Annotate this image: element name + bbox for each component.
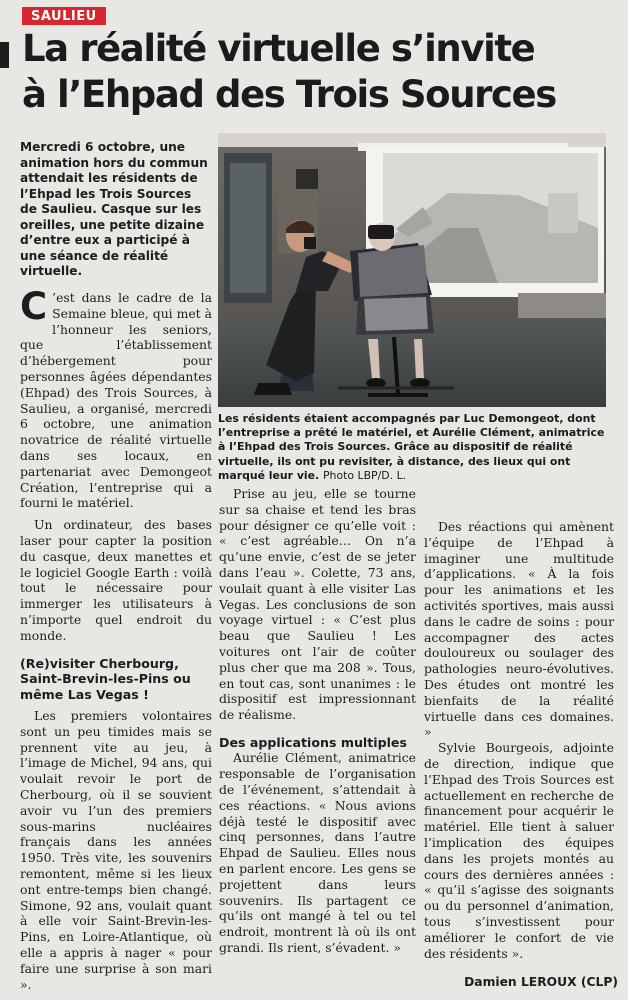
author-signature: Damien LEROUX (CLP) (464, 975, 618, 989)
column-3 (424, 486, 614, 961)
paragraph-6: Des réactions qui amènent l’équipe de l’Ehpad à imaginer une multitude d’applications. « À la fois pour les animations et les activités sportives, mais aussi dans le cadre de soins : pour accompagner des actes douloureux ou soulager des pathologies neuro-évolutives. Des études ont montré les bienfaits de la réalité virtuelle dans ces domaines. » (424, 519, 614, 740)
article-photo (218, 133, 606, 407)
paragraph-1 (20, 285, 212, 511)
photo-caption (218, 412, 610, 483)
paragraph-2: Un ordinateur, des bases laser pour capter la position du casque, deux manettes et le logiciel Google Earth : voilà tout le nécessaire pour immerger les utilisateurs à n’importe quel endroit du monde. (20, 517, 212, 643)
paragraph-4: Prise au jeu, elle se tourne sur sa chaise et tend les bras pour désigner ce qu’elle voit : « c’est agréable… On n’a qu’une envie, c’est de se jeter dans l’eau ». Colette, 73 ans, voulait quant à elle visiter Las Vegas. Les conclusions de son voyage virtuel : « C’est plus beau que Saulieu ! Les voitures ont l’air de coûter plus cher que ma 208 ». Tous, en tout cas, sont unanimes : le dispositif est impressionnant de réalisme. (219, 486, 416, 723)
headline-line-2: à l’Ehpad des Trois Sources (22, 73, 556, 116)
paragraph-1-text: ’est dans le cadre de la Semaine bleue, qui met à l’honneur les seniors, que l’établissement d’hébergement pour personnes âgées dépendantes (Ehpad) des Trois Sources, à Saulieu, a organisé, mercredi 6 octobre, une animation novatrice de réalité virtuelle dans ses locaux, en partenariat avec Demongeot Création, l’entreprise qui a fourni le matériel. (20, 290, 212, 511)
lead-paragraph (20, 140, 212, 280)
column-1 (20, 285, 212, 992)
caption-text: Les résidents étaient accompagnés par Luc Demongeot, dont l’entreprise a prêté le matériel, et Aurélie Clément, animatrice à l’Ehpad des Trois Sources. Grâce au dispositif de réalité virtuelle, ils ont pu revisiter, à distance, des lieux qui ont marqué leur vie. (218, 412, 605, 482)
paragraph-3: Les premiers volontaires sont un peu timides mais se prennent vite au jeu, à l’image de Michel, 94 ans, qui voulait revoir le port de Cherbourg, où il se souvient avoir vu l’un des premiers sous-marins nucléaires français dans les années 1950. Très vite, les souvenirs remontent, même si les lieux ont entre-temps bien changé. Simone, 92 ans, voulait quant à elle voir Saint-Brevin-les-Pins, en Loire-Atlantique, où elle a appris à nager « pour faire une surprise à son mari ». (20, 708, 212, 992)
subheading-2: Des applications multiples (219, 734, 407, 750)
photo-credit: Photo LBP/D. L. (322, 468, 407, 482)
headline (22, 26, 622, 118)
paragraph-7: Sylvie Bourgeois, adjointe de direction, indique que l’Ehpad des Trois Sources est actuellement en recherche de financement pour acquérir le matériel. Elle tient à saluer l’implication des équipes dans les projets montés au cours des dernières années : « qu’il s’agisse des soignants ou du personnel d’animation, tous s’investissent pour améliorer le confort de vie des résidents ». (424, 740, 614, 961)
location-kicker: SAULIEU (22, 7, 106, 25)
subheading-1: (Re)visiter Cherbourg, Saint-Brevin-les-Pins ou même Las Vegas ! (20, 655, 191, 702)
drop-cap: C (20, 285, 48, 328)
lead-text: Mercredi 6 octobre, une animation hors du commun attendait les résidents de l’Ehpad les Trois Sources de Saulieu. Casque sur les oreilles, une petite dizaine d’entre eux a participé à une séance de réalité virtuelle. (20, 140, 208, 278)
column-2 (219, 486, 416, 956)
edge-decoration (0, 42, 9, 68)
headline-line-1: La réalité virtuelle s’invite (22, 27, 535, 70)
vr-session-photo (218, 133, 606, 407)
paragraph-5: Aurélie Clément, animatrice responsable de l’organisation de l’événement, s’attendait à ces réactions. « Nous avions déjà testé le dispositif avec cinq personnes, dans l’autre Ehpad de Saulieu. Elles nous en parlent encore. Les gens se projettent dans leurs souvenirs. Ils partagent ce qu’ils ont mangé à tel ou tel endroit, montrent là où ils ont grandi. Ils rient, s’évadent. » (219, 750, 416, 956)
